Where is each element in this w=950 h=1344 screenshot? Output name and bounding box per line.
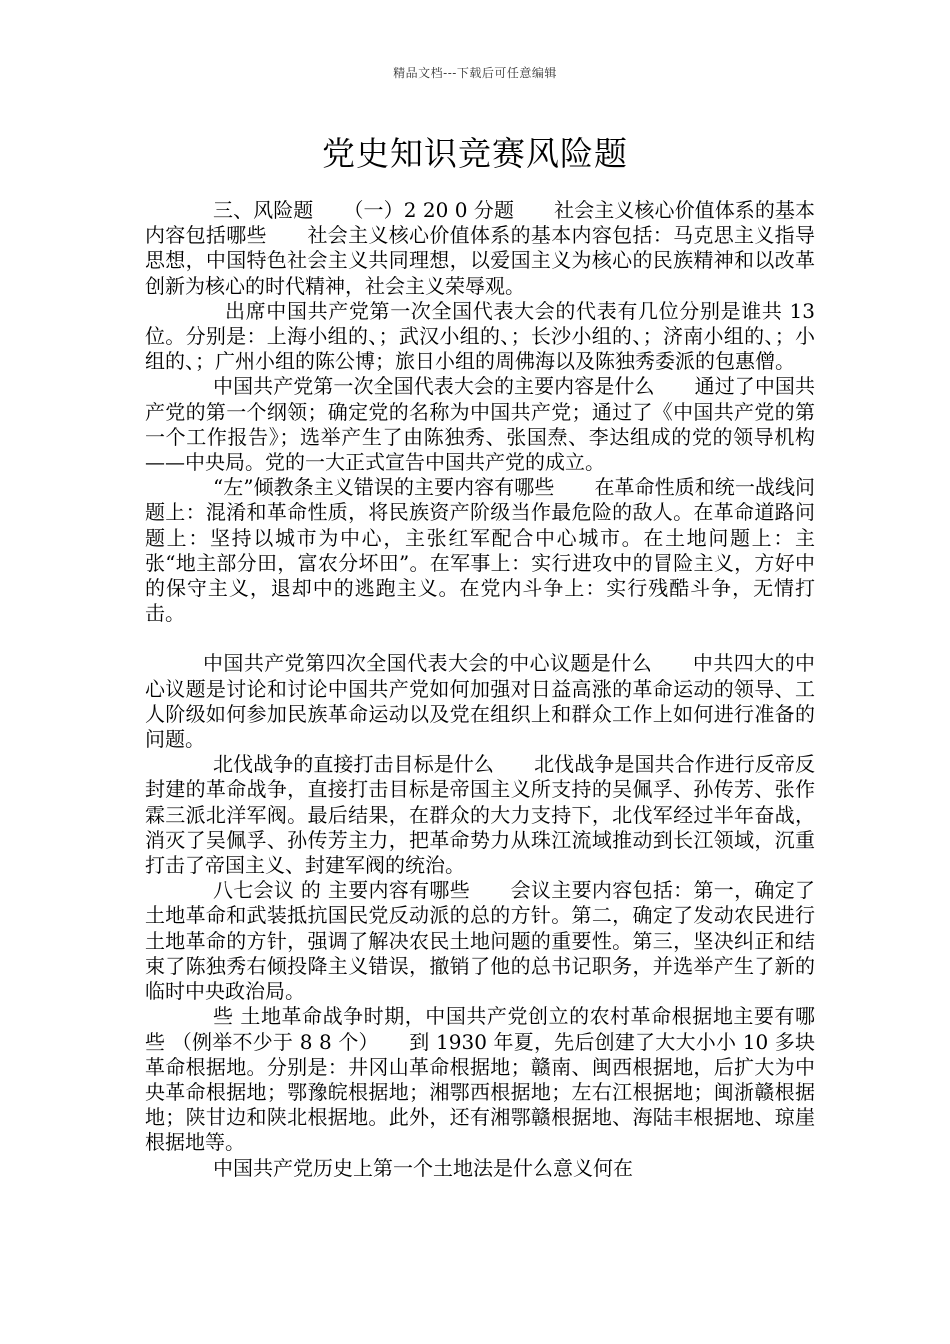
- page-title: 党史知识竞赛风险题: [322, 134, 628, 173]
- paragraph: 中国共产党第一次全国代表大会的主要内容是什么 通过了中国共产党的第一个纲领；确定党的名称为中国共产党；通过了《中国共产党的第一个工作报告》；选举产生了由陈独秀、张国焘、李达组成的党的领导机构——中央局。党的一大正式宣告中国共产党的成立。: [145, 374, 815, 475]
- paragraph: 中国共产党第四次全国代表大会的中心议题是什么 中共四大的中心议题是讨论和讨论中国共产党如何加强对日益高涨的革命运动的领导、工人阶级如何参加民族革命运动以及党在组织上和群众工作上如何进行准备的问题。: [145, 651, 815, 752]
- paragraph: 北伐战争的直接打击目标是什么 北伐战争是国共合作进行反帝反封建的革命战争，直接打击目标是帝国主义所支持的吴佩孚、孙传芳、张作霖三派北洋军阀。最后结果，在群众的大力支持下，北伐军经过半年奋战，消灭了吴佩孚、孙传芳主力，把革命势力从珠江流域推动到长江领域，沉重打击了帝国主义、封建军阀的统治。: [145, 752, 815, 878]
- paragraph: 中国共产党历史上第一个土地法是什么意义何在: [213, 1155, 633, 1180]
- paragraph: 八七会议 的 主要内容有哪些 会议主要内容包括：第一，确定了土地革命和武装抵抗国民党反动派的总的方针。第二，确定了发动农民进行土地革命的方针，强调了解决农民土地问题的重要性。第三，坚决纠正和结束了陈独秀右倾投降主义错误，撤销了他的总书记职务，并选举产生了新的临时中央政治局。: [145, 878, 815, 1004]
- paragraph: 出席中国共产党第一次全国代表大会的代表有几位分别是谁共 13 位。分别是：上海小组的、；武汉小组的、；长沙小组的、；济南小组的、；小组的、；广州小组的陈公博；旅日小组的周佛海以及陈独秀委派的包惠僧。: [145, 298, 815, 374]
- paragraph: 些 土地革命战争时期，中国共产党创立的农村革命根据地主要有哪些 （例举不少于 8 8 个） 到 1930 年夏，先后创建了大大小小 10 多块革命根据地。分别是：井冈山革命根据地；赣南、闽西根据地，后扩大为中央革命根据地；鄂豫皖根据地；湘鄂西根据地；左右江根据地；闽浙赣根据地；陕甘边和陕北根据地。此外，还有湘鄂赣根据地、海陆丰根据地、琼崖根据地等。: [145, 1004, 815, 1155]
- page-header-note: 精品文档---下载后可任意编辑: [393, 66, 557, 80]
- paragraph: “左”倾教条主义错误的主要内容有哪些 在革命性质和统一战线问题上：混淆和革命性质，将民族资产阶级当作最危险的敌人。在革命道路问题上：坚持以城市为中心，主张红军配合中心城市。在土地问题上：主张“地主部分田，富农分坏田”。在军事上：实行进攻中的冒险主义，方好中的保守主义，退却中的逃跑主义。在党内斗争上：实行残酷斗争，无情打击。: [145, 475, 815, 626]
- document-body: [145, 198, 815, 1181]
- paragraph: 三、风险题 （一）2 20 0 分题 社会主义核心价值体系的基本内容包括哪些 社会主义核心价值体系的基本内容包括：马克思主义指导思想，中国特色社会主义共同理想，以爱国主义为核心的民族精神和以改革创新为核心的时代精神，社会主义荣辱观。: [145, 198, 815, 298]
